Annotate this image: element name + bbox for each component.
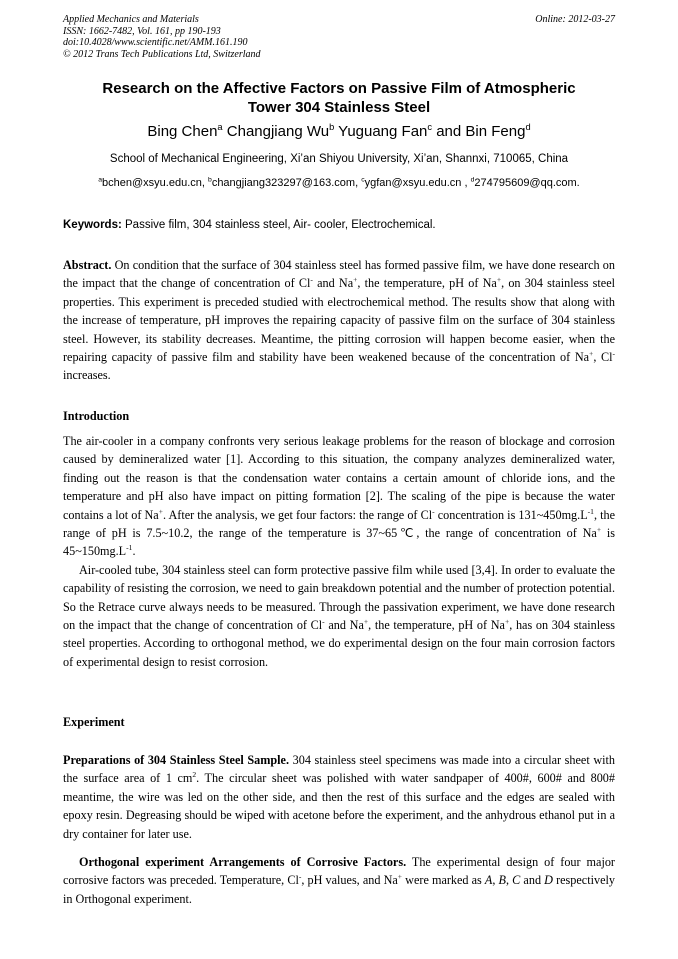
preparation-label: Preparations of 304 Stainless Steel Sample. (63, 753, 290, 767)
email-address: bchen@xsyu.edu.cn, (102, 177, 205, 189)
email-address: changjiang323297@163.com, (211, 177, 359, 189)
experiment-body (63, 751, 615, 908)
email-mark: d (470, 176, 475, 184)
abstract-text: On condition that the surface of 304 stainless steel has formed passive film, we have done research on the impact that the change of concentration of Cl- and Na+, the temperature, pH of Na+, on 304 stainless steel properties. This experiment is preceded studied with electrochemical method. The results show that along with the increase of temperature, pH improves the repairing capacity of passive film on the surface of 304 stainless steel. However, its stability decreases. Meantime, the pitting corrosion will happen become easier, when the repairing capacity of passive film and stability have been weakened because of the concentration of Na+, Cl- increases. (63, 258, 616, 383)
author-name: Bin Feng (465, 123, 526, 140)
intro-paragraph-1: The air-cooler in a company confronts very serious leakage problems for the reason of blockage and corrosion caused by demineralized water [1]. According to this situation, the company analyzes demineralized water, finding out the reason is that the condensation water contains a certain amount of chloride ions, and the temperature and pH also have impact on pitting formation [2]. The scaling of the pipe is because the water contains a lot of Na+. After the analysis, we get four factors: the range of Cl- concentration is $131\sim 450mg.L^{-1}$, the range of pH is 7.5~10.2, the range of the temperature is 37~65℃, the range of concentration of Na+ is $45\sim 150mg.L^{-1}$. (63, 434, 616, 559)
journal-header (63, 14, 615, 60)
journal-issn: ISSN: 1662-7482, Vol. 161, pp 190-193 (63, 25, 221, 37)
preparation-paragraph (63, 751, 615, 843)
abstract-label: Abstract. (63, 258, 112, 272)
title-line-2: Tower 304 Stainless Steel (247, 98, 431, 116)
author-mark: a (217, 122, 223, 132)
online-date: Online: 2012-03-27 (535, 14, 615, 25)
preparation-text: 304 stainless steel specimens was made into a circular sheet with the surface area of 1 $cm^2$. The circular sheet was polished with water sandpaper of 400#, 600# and 800# meantime, the wire was led on the other side, and then the rest of this surface and the edges are sealed with epoxy resin. Degreasing should be wiped with acetone before the experiment, and the anhydrous ethanol put in a dry container for later use. (63, 753, 615, 841)
email-mark: b (208, 176, 212, 184)
introduction-body (63, 432, 615, 671)
email-address: 274795609@qq.com. (474, 177, 580, 189)
keywords-label: Keywords: (63, 219, 122, 231)
email-list (63, 176, 615, 190)
title-line-1: Research on the Affective Factors on Passive Film of Atmospheric (102, 80, 576, 97)
author-mark: b (329, 122, 335, 132)
abstract (63, 256, 615, 385)
orthogonal-label: Orthogonal experiment Arrangements of Corrosive Factors. (79, 855, 407, 870)
keywords (63, 218, 615, 232)
experiment-heading: Experiment (63, 715, 125, 729)
author-mark: d (525, 122, 531, 132)
author-name: Bing Chen (147, 123, 218, 140)
orthogonal-paragraph (63, 853, 615, 908)
orthogonal-text: The experimental design of four major corrosive factors was preceded. Temperature, Cl-, pH values, and Na+ were marked as A, B, C and D respectively in Orthogonal experiment. (63, 855, 615, 906)
email-mark: c (361, 176, 365, 184)
author-list (63, 123, 615, 141)
intro-paragraph-2: Air-cooled tube, 304 stainless steel can form protective passive film while used [3,4]. In order to evaluate the capability of resisting the corrosion, we need to gain breakdown potential and the number of protection potential. So the Retrace curve always needs to be measured. Through the passivation experiment, we have done research on the impact that the change of concentration of Cl- and Na+, the temperature, pH of Na+, has on 304 stainless steel properties. According to orthogonal method, we do experimental design on the four main corrosion factors of experimental design to resist corrosion. (63, 562, 616, 669)
journal-copyright: © 2012 Trans Tech Publications Ltd, Switzerland (63, 48, 261, 60)
affiliation: School of Mechanical Engineering, Xi’an Shiyou University, Xi’an, Shannxi, 710065, China (109, 153, 569, 165)
email-address: ygfan@xsyu.edu.cn , (364, 177, 468, 189)
paper-title (63, 80, 615, 117)
author-name: Changjiang Wu (226, 123, 330, 140)
journal-name: Applied Mechanics and Materials (63, 14, 199, 25)
introduction-heading: Introduction (63, 409, 130, 423)
author-name: Yuguang Fan (338, 123, 428, 140)
authors-conjunction: and (436, 123, 462, 140)
author-mark: c (427, 122, 433, 132)
journal-doi: doi:10.4028/www.scientific.net/AMM.161.190 (63, 37, 248, 48)
keywords-text: Passive film, 304 stainless steel, Air- cooler, Electrochemical. (125, 219, 436, 231)
email-mark: a (98, 176, 103, 184)
